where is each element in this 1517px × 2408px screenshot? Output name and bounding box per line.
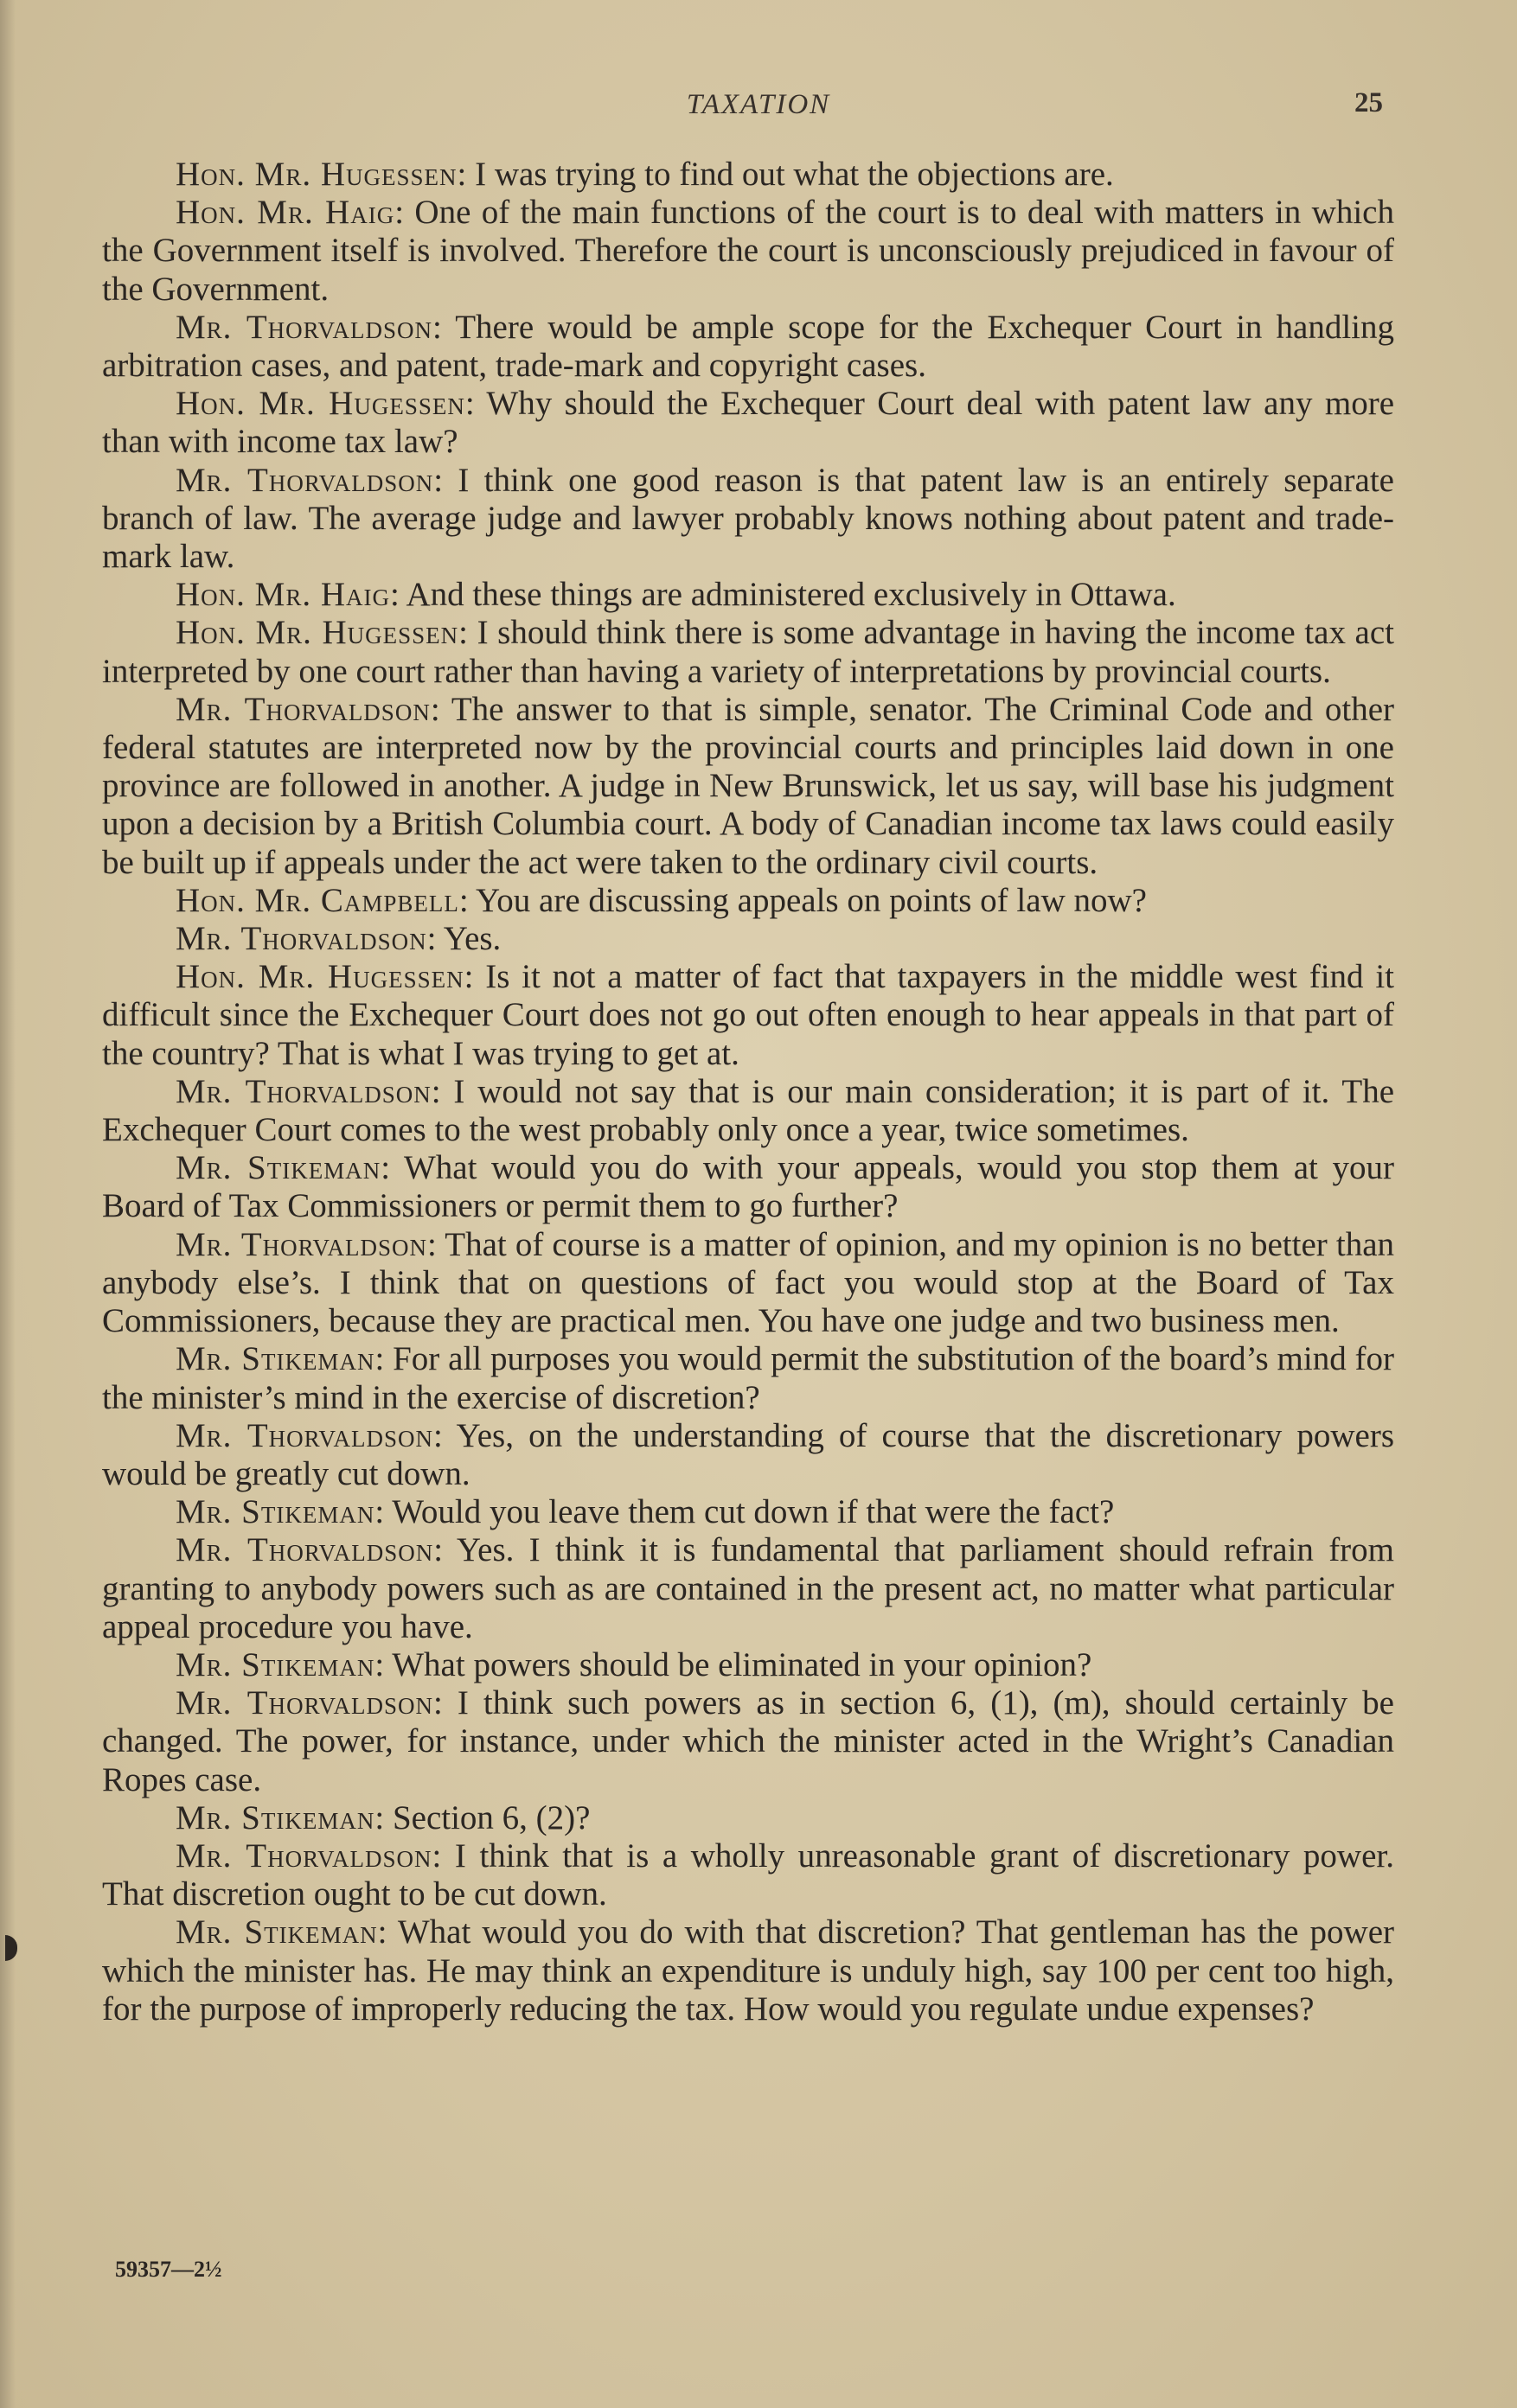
speaker-name: Mr. Thorvaldson bbox=[176, 1416, 434, 1454]
speaker-name: Hon. Mr. Haig bbox=[176, 194, 395, 232]
speech-text: : Yes, on the understanding of course that the discretionary powers would be greatly cut down. bbox=[102, 1416, 1394, 1492]
footer-printing-code: 59357—2½ bbox=[115, 2257, 222, 2282]
dialogue-paragraph bbox=[102, 1073, 1394, 1149]
dialogue-paragraph bbox=[102, 385, 1394, 461]
speaker-name: Hon. Mr. Campbell bbox=[176, 881, 459, 919]
speaker-name: Mr. Thorvaldson bbox=[176, 1531, 434, 1569]
speaker-name: Mr. Thorvaldson bbox=[176, 920, 427, 958]
dialogue-paragraph bbox=[102, 194, 1394, 309]
speech-text: : I think that is a wholly unreasonable grant of discretionary power. That discretion ought to be cut down. bbox=[102, 1836, 1394, 1913]
speaker-name: Mr. Thorvaldson bbox=[176, 1225, 428, 1263]
dialogue-paragraph bbox=[102, 1646, 1394, 1684]
speech-text: : I was trying to find out what the objections are. bbox=[457, 156, 1114, 193]
speaker-name: Mr. Thorvaldson bbox=[176, 1684, 433, 1722]
speech-text: : And these things are administered exclusively in Ottawa. bbox=[390, 576, 1176, 614]
page-binding-edge bbox=[0, 0, 16, 2408]
speech-text: : Section 6, (2)? bbox=[374, 1798, 591, 1836]
speaker-name: Hon. Mr. Hugessen bbox=[176, 156, 458, 193]
speaker-name: Mr. Stikeman bbox=[176, 1149, 381, 1187]
dialogue-paragraph bbox=[102, 1913, 1394, 2028]
speech-text: : That of course is a matter of opinion, and my opinion is no better than anybody else’s. I think that on questions of fact you would stop at the Board of Tax Commissioners, because they are practical men. You have one judge and two business men. bbox=[102, 1225, 1395, 1340]
dialogue-paragraph bbox=[102, 1531, 1394, 1646]
dialogue-paragraph bbox=[102, 1837, 1394, 1913]
speaker-name: Mr. Thorvaldson bbox=[176, 461, 434, 499]
speech-text: : Why should the Exchequer Court deal with patent law any more than with income tax law? bbox=[102, 385, 1394, 461]
dialogue-paragraph bbox=[102, 614, 1394, 690]
dialogue-paragraph bbox=[102, 882, 1394, 920]
dialogue-paragraph bbox=[102, 1340, 1394, 1416]
speech-text: : The answer to that is simple, senator. The Criminal Code and other federal statutes are interpreted now by the provincial courts and principles laid down in one province are followed in another. A judge in New Brunswick, let us say, will base his judgment upon a decision by a British Columbia court. A body of Canadian income tax laws could easily be built up if appeals under the act were taken to the ordinary civil courts. bbox=[102, 690, 1394, 881]
speaker-name: Hon. Mr. Hugessen bbox=[176, 614, 459, 652]
dialogue-paragraph bbox=[102, 1799, 1394, 1837]
speech-text: : For all purposes you would permit the substitution of the board’s mind for the minister’s mind in the exercise of discretion? bbox=[102, 1340, 1395, 1416]
dialogue-paragraph bbox=[102, 1684, 1394, 1799]
speech-text: : I would not say that is our main consideration; it is part of it. The Exchequer Court comes to the west probably only once a year, twice sometimes. bbox=[102, 1072, 1395, 1149]
speaker-name: Mr. Stikeman bbox=[176, 1493, 375, 1531]
speaker-name: Mr. Thorvaldson bbox=[176, 308, 433, 346]
speech-text: : One of the main functions of the court is to deal with matters in which the Government itself is involved. Therefore the court is unconsciously prejudiced in favour of the Government. bbox=[102, 194, 1394, 308]
speech-text: : There would be ample scope for the Exchequer Court in handling arbitration cases, and patent, trade-mark and copyright cases. bbox=[102, 308, 1394, 385]
dialogue-paragraph bbox=[102, 309, 1394, 385]
speaker-name: Mr. Thorvaldson bbox=[176, 690, 431, 728]
speaker-name: Hon. Mr. Hugessen bbox=[176, 958, 464, 996]
speech-text: : I think one good reason is that patent law is an entirely separate branch of law. The average judge and lawyer probably knows nothing about patent and trade-mark law. bbox=[102, 461, 1394, 576]
speech-text: : Yes. I think it is fundamental that parliament should refrain from granting to anybody powers such as are contained in the present act, no matter what particular appeal procedure you have. bbox=[102, 1531, 1395, 1645]
running-title: TAXATION bbox=[686, 89, 831, 120]
transcript-body bbox=[102, 156, 1394, 2028]
speaker-name: Hon. Mr. Haig bbox=[176, 576, 391, 614]
dialogue-paragraph bbox=[102, 462, 1394, 577]
speaker-name: Mr. Stikeman bbox=[176, 1798, 375, 1836]
speech-text: : You are discussing appeals on points of law now? bbox=[458, 881, 1147, 919]
dialogue-paragraph bbox=[102, 156, 1394, 194]
speech-text: : I think such powers as in section 6, (1), (m), should certainly be changed. The power, for instance, under which the minister acted in the Wright’s Canadian Ropes case. bbox=[102, 1684, 1394, 1798]
dialogue-paragraph bbox=[102, 1493, 1394, 1531]
page-number: 25 bbox=[1354, 87, 1383, 118]
speaker-name: Mr. Stikeman bbox=[176, 1913, 378, 1951]
speech-text: : Yes. bbox=[426, 920, 502, 958]
speech-text: : Would you leave them cut down if that were the fact? bbox=[374, 1493, 1115, 1531]
speech-text: : What would you do with your appeals, would you stop them at your Board of Tax Commissioners or permit them to go further? bbox=[102, 1149, 1395, 1225]
dialogue-paragraph bbox=[102, 920, 1394, 958]
dialogue-paragraph bbox=[102, 1149, 1394, 1225]
speaker-name: Mr. Thorvaldson bbox=[176, 1836, 432, 1875]
speaker-name: Mr. Stikeman bbox=[176, 1645, 375, 1683]
dialogue-paragraph bbox=[102, 1417, 1394, 1493]
speech-text: : What powers should be eliminated in your opinion? bbox=[374, 1645, 1092, 1683]
dialogue-paragraph bbox=[102, 691, 1394, 882]
speech-text: : I should think there is some advantage in having the income tax act interpreted by one court rather than having a variety of interpretations by provincial courts. bbox=[102, 614, 1394, 690]
dialogue-paragraph bbox=[102, 1226, 1394, 1341]
dialogue-paragraph bbox=[102, 576, 1394, 614]
speaker-name: Mr. Stikeman bbox=[176, 1340, 375, 1378]
speaker-name: Hon. Mr. Hugessen bbox=[176, 385, 465, 423]
dialogue-paragraph bbox=[102, 958, 1394, 1073]
speaker-name: Mr. Thorvaldson bbox=[176, 1072, 432, 1110]
speech-text: : Is it not a matter of fact that taxpayers in the middle west find it difficult since the Exchequer Court does not go out often enough to hear appeals in that part of the country? That is what I was trying to get at. bbox=[102, 958, 1394, 1072]
speech-text: : What would you do with that discretion? That gentleman has the power which the minister has. He may think an expenditure is unduly high, say 100 per cent too high, for the purpose of improperly reducing the tax. How would you regulate undue expenses? bbox=[102, 1913, 1394, 2028]
